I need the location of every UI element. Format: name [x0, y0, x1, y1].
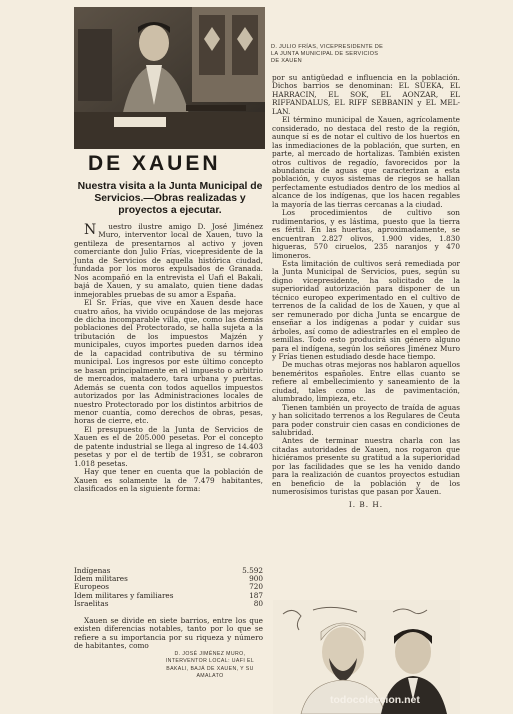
left-column-end — [74, 617, 263, 651]
paragraph: por su antigüedad e influencia en la población. Dichos barrios se denominan: EL SUEKA, EL HARRACIN, EL SOK, EL AONZAR, EL RIFFANDALUS, EL RIFF SEBBANIN y EL MEL-LAN. — [272, 73, 460, 116]
paragraph: El Sr. Frías, que vive en Xauen desde hace cuatro años, ha vivido ocupándose de las mejoras de dicha incomparable villa, que, como las demás poblaciones del Protectorado, se halla sujeta a la tributación de los impuestos Majzén y municipales, cuyos importes pueden darnos idea de la capacidad contributiva de su término municipal. Los ingresos por este último concepto se basan principalmente en el impuesto o arbitrio de mercados, matadero, tara urbana y puertas. Además se cuenta con todos aquellos impuestos autorizados por las Administraciones locales de nuestro Protectorado por los distintos arbitrios de menor cuantía, como derechos de obras, pesas, horas de cierre, etc. — [74, 298, 263, 426]
population-table — [74, 567, 263, 608]
population-row — [74, 600, 263, 608]
paragraph: Nuestro ilustre amigo D. José Jiménez Muro, interventor local de Xauen, tuvo la gentileza de presentarnos al activo y joven comerciante don Julio Frías, vicepresidente de la Junta de Servicios de aquella histórica ciudad, fundada por los moros expulsados de Granada. Nos acompañó en la entrevista el Uafi el Bakali, bajá de Xauen, y su amalato, quien tiene dadas inmejorables pruebas de su amor a España. — [74, 222, 263, 299]
photo-caption-top: D. JULIO FRÍAS, VICEPRESIDENTE DE LA JUNTA MUNICIPAL DE SERVICIOS DE XAUEN — [271, 44, 384, 64]
paragraph: Tienen también un proyecto de traída de aguas y han solicitado terrenos a los Regulares de Ceuta para poder construir cien casas en condiciones de salubridad. — [272, 402, 460, 438]
paragraph: El término municipal de Xauen, agrícolamente considerado, no destaca del resto de la región, aunque sí es de notar el cultivo de los huertos en las inmediaciones de la población, que surten, en parte, al mercado de hortalizas. También existen otros cultivos de regadío, favorecidos por la abundancia de aguas que caracterizan a esta población, y cuyos sistemas de riegos se hallan perfectamente estudiados dentro de los medios al alcance de los indígenas, que los hacen regables la mayoría de las tierras cercanas a la ciudad. — [272, 115, 460, 209]
right-column — [272, 74, 460, 509]
paragraph: Antes de terminar nuestra charla con las citadas autoridades de Xauen, nos rogaron que hiciéramos presente su gratitud a la superioridad por las facilidades que se les ha venido dando para la realización de cuantos proyectos estudian en beneficio de la población y de los numerosísimos turistas que pasan por Xauen. — [272, 436, 460, 497]
portrait-photo-desk-image — [74, 7, 265, 149]
paragraph: Los procedimientos de cultivo son rudimentarios, y es lástima, puesto que la tierra es fértil. En las huertas, aproximadamente, se encuentran 2.827 olivos, 1.900 vides, 1.830 higueras, 570 ciruelos, 235 naranjos y 470 limoneros. — [272, 208, 460, 260]
paragraph: Esta limitación de cultivos será remediada por la Junta Municipal de Servicios, pues, según su digno vicepresidente, ha solicitado de la superioridad autorización para disponer de un técnico europeo experimentado en el cultivo de terrenos de la calidad de los de Xauen, y que al ser remunerado por dicha Junta se encargue de enseñar a los indígenas a podar y cuidar sus árboles, así como de adiestrarles en el empleo de semillas. Todo esto producirá sin género alguno para el indígena, según los señores Jiménez Muro y Frías tienen estudiado desde hace tiempo. — [272, 258, 460, 361]
population-group: Europeos — [74, 582, 110, 592]
author-initials: I. B. H. — [348, 499, 384, 509]
article-title: DE XAUEN — [88, 152, 221, 175]
photo-caption-bottom: D. JOSÉ JIMÉNEZ MURO, INTERVENTOR LOCAL: UAFI EL BAKALI, BAJÁ DE XAUEN, Y SU AMALATO — [165, 651, 255, 680]
population-count: 187 — [249, 590, 263, 600]
population-group: Israelitas — [74, 598, 109, 608]
population-count: 5.592 — [242, 566, 263, 575]
watermark-text: todocoleccion.net — [330, 694, 420, 706]
population-group: Idem militares y familiares — [74, 590, 174, 600]
population-group: Idem militares — [74, 574, 128, 584]
paragraph: Hay que tener en cuenta que la población de Xauen es solamente la de 7.479 habitantes, clasificados en la siguiente forma: — [74, 467, 263, 494]
population-count: 720 — [249, 582, 263, 592]
left-column — [74, 223, 263, 494]
paragraph: De muchas otras mejoras nos hablaron aquellos beneméritos españoles. Entre ellas cuanto se refiere al embellecimiento y saneamiento de la ciudad, tales como las de pavimentación, alumbrado, limpieza, etc. — [272, 360, 460, 404]
population-group: Indígenas — [74, 566, 111, 575]
population-count: 80 — [253, 598, 263, 608]
paragraph: El presupuesto de la Junta de Servicios de Xauen es el de 205.000 pesetas. Por el concepto de patente industrial se llega al ingreso de 14.403 pesetas y por el de tertib de 1931, se cobraron 1.018 pesetas. — [74, 424, 263, 468]
article-subtitle: Nuestra visita a la Junta Municipal de Servicios.—Obras realizadas y proyectos a ejecutar. — [77, 181, 263, 216]
paragraph: Xauen se divide en siete barrios, entre los que existen diferencias notables, tanto por lo que se refiere a su importancia por su riqueza y número de habitantes, como — [74, 616, 263, 651]
portrait-photo-desk — [74, 7, 265, 149]
population-count: 900 — [249, 574, 263, 584]
